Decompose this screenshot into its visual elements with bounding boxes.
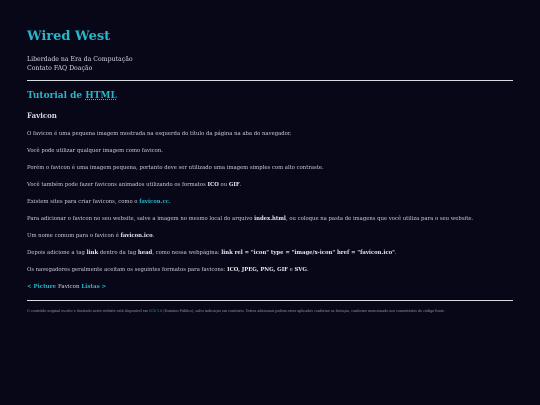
paragraph-5-text: Existem sites para criar favicons, como o <box>27 199 140 205</box>
paragraph-8 <box>27 249 513 257</box>
nav-link-doacao[interactable]: Doação <box>69 65 93 72</box>
paragraph-9-end: . <box>306 267 309 273</box>
pager-current: Favicon <box>57 284 80 290</box>
supported-formats: ICO, JPEG, PNG, GIF <box>227 267 288 273</box>
format-ico: ICO <box>207 182 219 188</box>
paragraph-8-end: . <box>394 250 397 256</box>
pager <box>27 283 513 291</box>
paragraph-6 <box>27 215 513 223</box>
pager-prev-link[interactable]: < Picture <box>27 284 57 290</box>
nav-links <box>27 64 513 73</box>
favicon-file-name: favicon.ico <box>120 233 153 239</box>
favicon-link-code: link rel = "icon" type = "image/x-icon" href = "favicon.ico" <box>221 250 395 256</box>
paragraph-5 <box>27 198 513 206</box>
paragraph-3: Porém o favicon é uma imagem pequena, portanto deve ser utilizado uma imagem simples com alto contraste. <box>27 165 324 171</box>
nav-link-contato[interactable]: Contato <box>27 65 52 72</box>
site-subtitle: Liberdade na Era da Computação <box>27 56 133 63</box>
section-title <box>27 90 513 102</box>
section-title-prefix: Tutorial de <box>27 91 86 101</box>
header-divider <box>27 80 513 81</box>
paragraph-9-text: Os navegadores geralmente aceitam os seguintes formatos para favicons: <box>27 267 228 273</box>
paragraph-7-text: Um nome comum para o favicon é <box>27 233 121 239</box>
paragraph-8-mid: dentro da tag <box>98 250 138 256</box>
paragraph-6-text: Para adicionar o favicon no seu website, salve a imagem no mesmo local do arquivo <box>27 216 255 222</box>
footer-license <box>27 309 513 314</box>
head-tag-name: head <box>137 250 153 256</box>
site-header-nav <box>27 55 513 73</box>
paragraph-2: Você pode utilizar qualquer imagem como favicon. <box>27 148 163 154</box>
paragraph-7-end: . <box>152 233 155 239</box>
footer-divider <box>27 300 513 301</box>
paragraph-1: O favicon é uma pequena imagem mostrada na esquerda do título da página na aba do navegador. <box>27 131 292 137</box>
paragraph-4-mid: ou <box>218 182 229 188</box>
link-tag-name: link <box>86 250 99 256</box>
license-link[interactable]: CC0 1.0 <box>148 309 163 313</box>
nav-link-faq[interactable]: FAQ <box>53 65 68 72</box>
format-svg: SVG <box>294 267 307 273</box>
paragraph-4-end: . <box>239 182 242 188</box>
paragraph-4-text: Você também pode fazer favicons animados utilizando os formatos <box>27 182 208 188</box>
html-tutorial-link[interactable]: HTML <box>85 91 117 101</box>
favicon-cc-link[interactable]: favicon.cc <box>139 199 169 205</box>
paragraph-8-mid2: , como nessa webpágina: <box>152 250 222 256</box>
paragraph-7 <box>27 232 513 240</box>
site-title[interactable]: Wired West <box>27 29 111 44</box>
paragraph-5-end: . <box>168 199 171 205</box>
format-gif: GIF <box>228 182 240 188</box>
page-title: Favicon <box>27 111 57 120</box>
footer-text-after: (Domínio Público), salvo indicação em contrário. Textos adicionais podem estar aplicados conforme as licenças, conforme mencionado nos comentários do código-fonte. <box>162 309 445 313</box>
paragraph-8-text: Depois adicione a tag <box>27 250 87 256</box>
pager-next-link[interactable]: Listas > <box>81 284 107 290</box>
paragraph-6-end: , ou coloque na pasta de imagens que você utiliza para o seu website. <box>285 216 474 222</box>
index-file-name: index.html <box>254 216 286 222</box>
footer-text-before: O conteúdo original escrito e ilustrado neste website está disponível em <box>27 309 149 313</box>
paragraph-9-mid: e <box>287 267 295 273</box>
paragraph-9 <box>27 266 513 274</box>
paragraph-4 <box>27 181 513 189</box>
